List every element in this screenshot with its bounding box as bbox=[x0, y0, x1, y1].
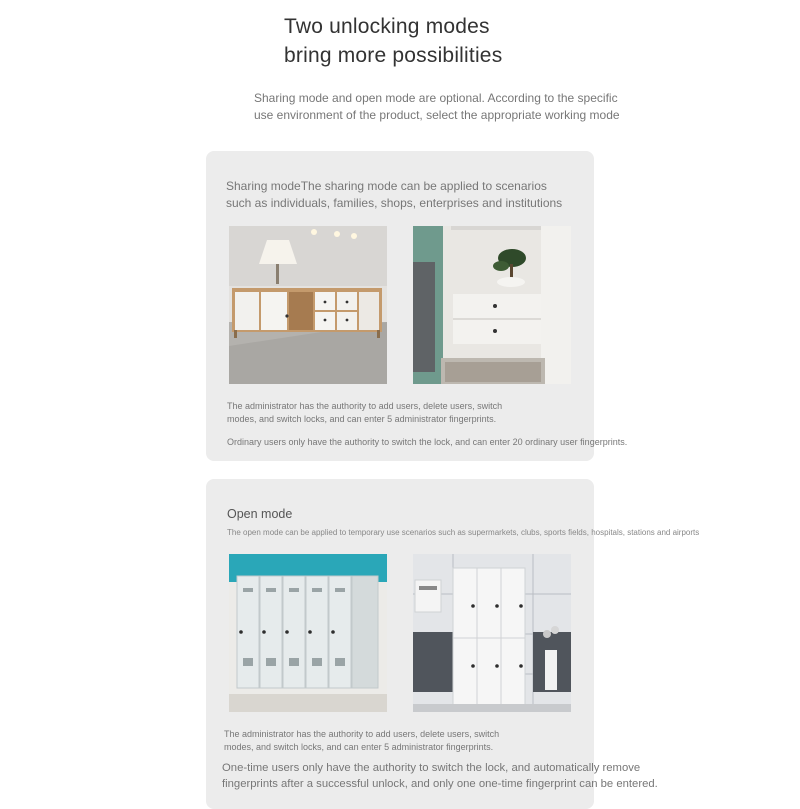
storage-cabinet-photo bbox=[413, 554, 571, 712]
sharing-ordinary-note: Ordinary users only have the authority to switch the lock, and can enter 20 ordinary user fingerprints. bbox=[227, 437, 628, 447]
open-admin-line-1: The administrator has the authority to add users, delete users, switch bbox=[224, 729, 500, 739]
living-room-cabinet-photo bbox=[229, 226, 387, 384]
onetime-line-2: fingerprints after a successful unlock, and only one one-time fingerprint can be entered. bbox=[222, 778, 658, 790]
sharing-heading-line-2: such as individuals, families, shops, enterprises and institutions bbox=[226, 196, 563, 210]
open-mode-description: The open mode can be applied to temporary use scenarios such as supermarkets, clubs, sports fields, hospitals, stations and airports bbox=[227, 528, 700, 537]
locker-row-photo bbox=[229, 554, 387, 712]
bedside-table-photo bbox=[413, 226, 571, 384]
intro-text bbox=[254, 90, 674, 124]
sharing-heading-line-1: Sharing modeThe sharing mode can be applied to scenarios bbox=[226, 179, 547, 193]
open-admin-line-2: modes, and switch locks, and can enter 5 administrator fingerprints. bbox=[224, 742, 494, 752]
onetime-user-note bbox=[222, 760, 702, 792]
page-title bbox=[284, 12, 502, 70]
sharing-admin-note bbox=[227, 400, 502, 426]
sharing-mode-panel bbox=[206, 151, 628, 461]
sharing-admin-line-2: modes, and switch locks, and can enter 5 administrator fingerprints. bbox=[227, 414, 497, 424]
open-mode-panel bbox=[206, 479, 700, 809]
title-line-2: bring more possibilities bbox=[284, 44, 503, 67]
open-admin-note bbox=[224, 728, 499, 754]
title-line-1: Two unlocking modes bbox=[284, 15, 490, 38]
onetime-line-1: One-time users only have the authority to switch the lock, and automatically remove bbox=[222, 762, 641, 774]
intro-line-2: use environment of the product, select the appropriate working mode bbox=[254, 108, 620, 122]
sharing-heading bbox=[226, 178, 596, 212]
sharing-admin-line-1: The administrator has the authority to add users, delete users, switch bbox=[227, 401, 503, 411]
intro-line-1: Sharing mode and open mode are optional. According to the specific bbox=[254, 91, 618, 105]
open-mode-title: Open mode bbox=[227, 507, 293, 521]
